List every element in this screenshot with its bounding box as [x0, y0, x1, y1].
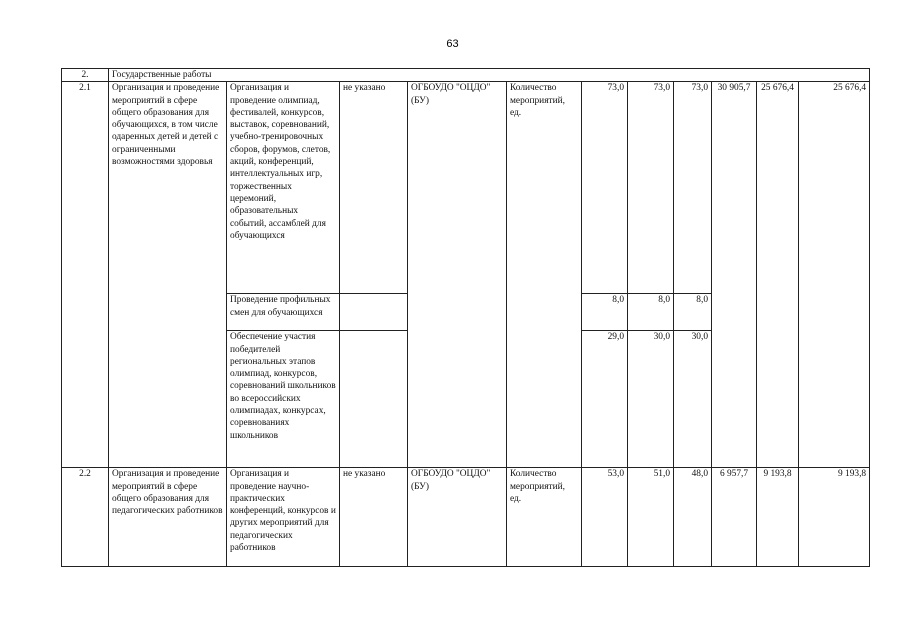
indicator-cell: Количество мероприятий, ед.	[507, 468, 582, 567]
work-content: Обеспечение участия победителей региональных этапов олимпиад, конкурсов, соревнований школьников во всероссийских олимпиадах, конкурсах, соревнованиях школьников	[227, 331, 340, 468]
funding-year-2: 25 676,4	[757, 82, 799, 468]
work-content: Организация и проведение олимпиад, фестивалей, конкурсов, выставок, соревнований, учебно-тренировочных сборов, форумов, слетов, акций, конференций, интеллектуальных игр, торжественных церемоний, образовательных событий, ассамблей для обучающихся	[227, 82, 340, 294]
value-year-2: 30,0	[628, 331, 674, 468]
status-cell: не указано	[340, 82, 408, 294]
section-title: Государственные работы	[109, 69, 870, 82]
row-number: 2.2	[62, 468, 109, 567]
work-name: Организация и проведение мероприятий в сфере общего образования для педагогических работников	[109, 468, 227, 567]
status-cell-empty	[340, 294, 408, 331]
value-year-3: 8,0	[674, 294, 712, 331]
page-number: 63	[446, 38, 459, 50]
organization-cell: ОГБОУДО "ОЦДО" (БУ)	[408, 82, 507, 468]
funding-year-2: 9 193,8	[757, 468, 799, 567]
funding-year-3: 25 676,4	[799, 82, 870, 468]
section-row	[62, 69, 870, 82]
value-year-3: 30,0	[674, 331, 712, 468]
value-year-3: 73,0	[674, 82, 712, 294]
value-year-1: 73,0	[582, 82, 628, 294]
row-number: 2.1	[62, 82, 109, 468]
value-year-2: 73,0	[628, 82, 674, 294]
funding-year-3: 9 193,8	[799, 468, 870, 567]
works-table	[61, 68, 870, 567]
table-row	[62, 468, 870, 567]
work-content: Проведение профильных смен для обучающихся	[227, 294, 340, 331]
value-year-1: 8,0	[582, 294, 628, 331]
value-year-1: 29,0	[582, 331, 628, 468]
value-year-2: 51,0	[628, 468, 674, 567]
organization-cell: ОГБОУДО "ОЦДО" (БУ)	[408, 468, 507, 567]
section-number: 2.	[62, 69, 109, 82]
status-cell-empty	[340, 331, 408, 468]
value-year-3: 48,0	[674, 468, 712, 567]
indicator-cell: Количество мероприятий, ед.	[507, 82, 582, 468]
funding-year-1: 30 905,7	[712, 82, 757, 468]
work-content: Организация и проведение научно-практических конференций, конкурсов и других мероприятий для педагогических работников	[227, 468, 340, 567]
table-row	[62, 82, 870, 294]
work-name: Организация и проведение мероприятий в сфере общего образования для обучающихся, в том числе одаренных детей и детей с ограниченными возможностями здоровья	[109, 82, 227, 468]
value-year-1: 53,0	[582, 468, 628, 567]
funding-year-1: 6 957,7	[712, 468, 757, 567]
status-cell: не указано	[340, 468, 408, 567]
value-year-2: 8,0	[628, 294, 674, 331]
